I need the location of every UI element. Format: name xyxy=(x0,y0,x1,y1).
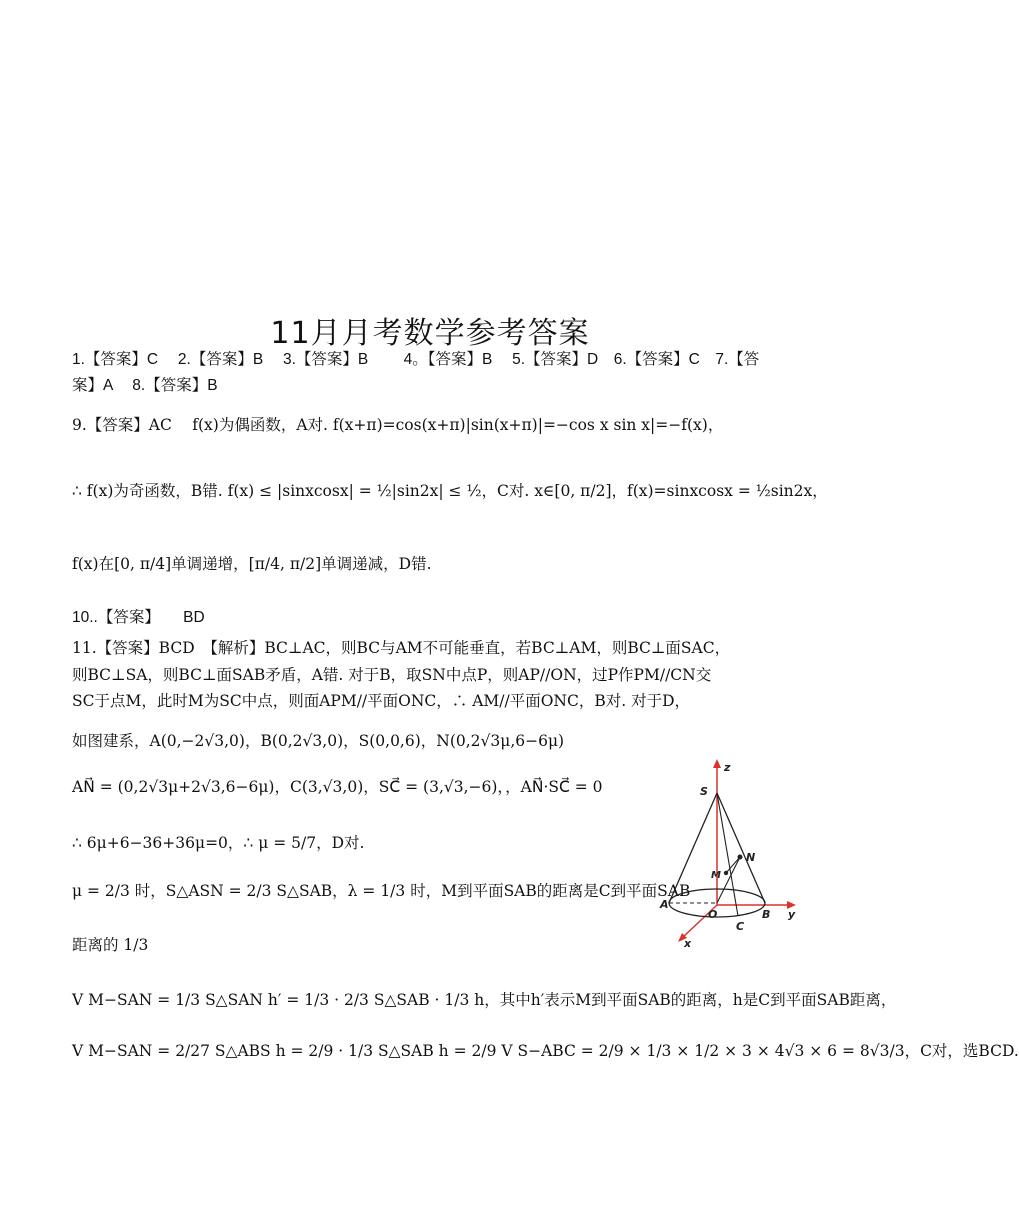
q11-line-7: μ = 2/3 时，S△ASN = 2/3 S△SAB，λ = 1/3 时，M到平面SAB的距离是C到平面SAB xyxy=(72,882,691,900)
cone-diagram xyxy=(660,755,800,955)
fig-label-m: M xyxy=(711,870,721,881)
fig-label-o: O xyxy=(708,908,718,921)
fig-label-s: S xyxy=(700,785,708,798)
q11-line-8: 距离的 1/3 xyxy=(72,936,149,954)
page-title: 11月月考数学参考答案 xyxy=(270,316,590,351)
fig-label-c: C xyxy=(736,920,745,933)
q11-line-1: 11.【答案】BCD 【解析】BC⊥AC，则BC与AM不可能垂直，若BC⊥AM，则BC⊥面SAC， xyxy=(72,639,731,657)
q10-answer: 10..【答案】 BD xyxy=(72,609,205,626)
q11-line-10: V M−SAN = 2/27 S△ABS h = 2/9 · 1/3 S△SAB h = 2/9 V S−ABC = 2/9 × 1/3 × 1/2 × 3 × 4√3 × 6 = 8√3/3，C对，选BCD. xyxy=(72,1042,1019,1060)
fig-label-x: x xyxy=(684,937,692,950)
answers-line-2: 案】A 8.【答案】B xyxy=(72,377,218,394)
q11-line-3: SC于点M，此时M为SC中点，则面APM//平面ONC，∴ AM//平面ONC，B对. 对于D， xyxy=(72,692,691,710)
answers-line-1: 1.【答案】C 2.【答案】B 3.【答案】B 4。【答案】B 5.【答案】D 6.【答案】C 7.【答 xyxy=(72,351,760,368)
fig-label-b: B xyxy=(762,908,771,921)
fig-label-n: N xyxy=(746,851,756,864)
q11-line-6: ∴ 6μ+6−36+36μ=0，∴ μ = 5/7，D对. xyxy=(72,834,365,852)
q9-line-2: ∴ f(x)为奇函数，B错. f(x) ≤ |sinxcosx| = ½|sin2x| ≤ ½，C对. x∈[0, π/2]，f(x)=sinxcosx = ½sin2x， xyxy=(72,482,828,500)
q9-line-1: 9.【答案】AC f(x)为偶函数，A对. f(x+π)=cos(x+π)|sin(x+π)|=−cos x sin x|=−f(x)， xyxy=(72,416,724,434)
fig-label-a: A xyxy=(660,898,669,911)
q11-line-9: V M−SAN = 1/3 S△SAN h′ = 1/3 · 2/3 S△SAB · 1/3 h，其中h′表示M到平面SAB的距离，h是C到平面SAB距离， xyxy=(72,991,897,1009)
q9-line-3: f(x)在[0, π/4]单调递增，[π/4, π/2]单调递减，D错. xyxy=(72,555,432,573)
q11-line-4: 如图建系，A(0,−2√3,0)，B(0,2√3,0)，S(0,0,6)，N(0,2√3μ,6−6μ) xyxy=(72,732,565,750)
fig-label-y: y xyxy=(788,908,796,921)
q11-line-2: 则BC⊥SA，则BC⊥面SAB矛盾，A错. 对于B，取SN中点P，则AP//ON，过P作PM//CN交 xyxy=(72,666,712,684)
q11-line-5: AN⃗ = (0,2√3μ+2√3,6−6μ)，C(3,√3,0)，SC⃗ = (3,√3,−6)，，AN⃗·SC⃗ = 0 xyxy=(72,778,603,796)
fig-label-z: z xyxy=(724,761,731,774)
